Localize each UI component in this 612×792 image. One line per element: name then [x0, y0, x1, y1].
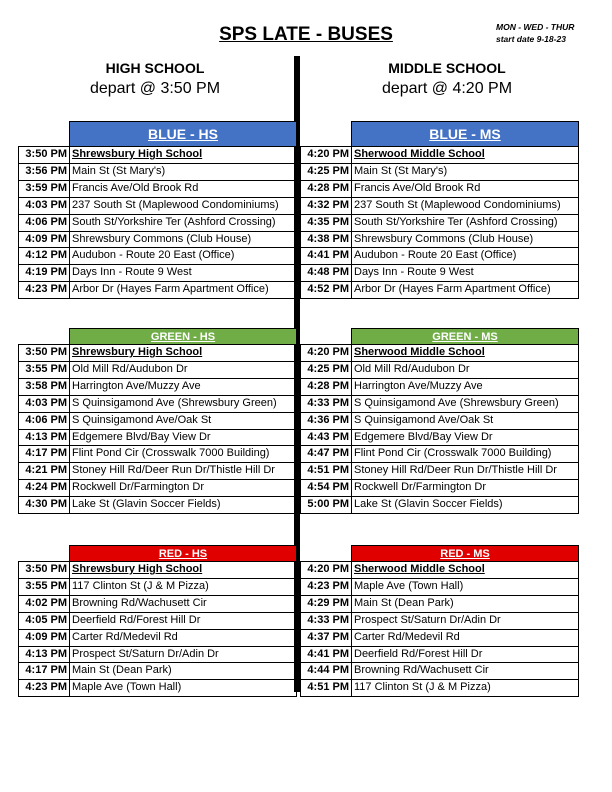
stop-time: 4:20 PM — [301, 147, 352, 164]
header-spacer — [301, 122, 352, 147]
table-row — [301, 480, 579, 497]
stop-time: 4:29 PM — [301, 595, 352, 612]
stop-name: Stoney Hill Rd/Deer Run Dr/Thistle Hill Dr — [352, 463, 579, 480]
stop-time: 4:19 PM — [19, 265, 70, 282]
table-row — [19, 680, 297, 697]
stop-name: S Quinsigamond Ave/Oak St — [352, 412, 579, 429]
route-header: BLUE - MS — [352, 122, 579, 147]
stop-name: Audubon - Route 20 East (Office) — [352, 248, 579, 265]
green-hs-table — [18, 328, 297, 514]
table-row — [19, 395, 297, 412]
schedule-days-note — [496, 21, 604, 45]
stop-time: 4:30 PM — [19, 497, 70, 514]
stop-name: Shrewsbury High School — [70, 147, 297, 164]
table-row — [301, 147, 579, 164]
route-header-row — [301, 122, 579, 147]
stop-time: 3:55 PM — [19, 361, 70, 378]
table-row — [301, 463, 579, 480]
high-school-header — [10, 60, 300, 98]
stop-name: Maple Ave (Town Hall) — [70, 680, 297, 697]
stop-time: 4:03 PM — [19, 197, 70, 214]
middle-school-label: MIDDLE SCHOOL — [388, 60, 506, 76]
table-row — [301, 562, 579, 579]
route-header: GREEN - MS — [352, 329, 579, 345]
stop-time: 4:38 PM — [301, 231, 352, 248]
stop-name: Deerfield Rd/Forest Hill Dr — [352, 646, 579, 663]
stop-time: 4:13 PM — [19, 646, 70, 663]
stop-time: 4:28 PM — [301, 378, 352, 395]
table-row — [19, 595, 297, 612]
stop-name: S Quinsigamond Ave (Shrewsbury Green) — [70, 395, 297, 412]
stop-time: 4:54 PM — [301, 480, 352, 497]
high-school-label: HIGH SCHOOL — [105, 60, 205, 76]
header-spacer — [19, 122, 70, 147]
stop-name: 237 South St (Maplewood Condominiums) — [352, 197, 579, 214]
stop-time: 4:12 PM — [19, 248, 70, 265]
table-row — [19, 446, 297, 463]
stop-name: S Quinsigamond Ave (Shrewsbury Green) — [352, 395, 579, 412]
stop-time: 4:52 PM — [301, 282, 352, 299]
stop-name: Sherwood Middle School — [352, 345, 579, 362]
stop-name: Days Inn - Route 9 West — [70, 265, 297, 282]
stop-time: 3:55 PM — [19, 578, 70, 595]
table-row — [19, 163, 297, 180]
stop-time: 4:03 PM — [19, 395, 70, 412]
stop-name: Sherwood Middle School — [352, 562, 579, 579]
stop-time: 4:09 PM — [19, 231, 70, 248]
table-row — [19, 612, 297, 629]
stop-time: 4:43 PM — [301, 429, 352, 446]
start-date-text: start date 9-18-23 — [496, 34, 566, 44]
stop-time: 3:50 PM — [19, 345, 70, 362]
stop-name: 237 South St (Maplewood Condominiums) — [70, 197, 297, 214]
stop-name: Browning Rd/Wachusett Cir — [352, 663, 579, 680]
table-row — [19, 147, 297, 164]
stop-time: 3:58 PM — [19, 378, 70, 395]
route-header-row — [301, 546, 579, 562]
table-row — [301, 680, 579, 697]
stop-time: 3:50 PM — [19, 147, 70, 164]
stop-name: Shrewsbury Commons (Club House) — [352, 231, 579, 248]
stop-name: Old Mill Rd/Audubon Dr — [352, 361, 579, 378]
route-header-row — [19, 329, 297, 345]
stop-name: Shrewsbury High School — [70, 562, 297, 579]
table-row — [19, 497, 297, 514]
stop-time: 4:28 PM — [301, 180, 352, 197]
stop-time: 4:33 PM — [301, 612, 352, 629]
stop-name: Carter Rd/Medevil Rd — [352, 629, 579, 646]
stop-time: 3:59 PM — [19, 180, 70, 197]
middle-school-depart: depart @ 4:20 PM — [381, 80, 513, 97]
stop-name: Arbor Dr (Hayes Farm Apartment Office) — [70, 282, 297, 299]
stop-name: Deerfield Rd/Forest Hill Dr — [70, 612, 297, 629]
table-row — [301, 497, 579, 514]
table-row — [19, 214, 297, 231]
stop-name: Harrington Ave/Muzzy Ave — [352, 378, 579, 395]
red-ms-table — [300, 545, 579, 697]
stop-name: South St/Yorkshire Ter (Ashford Crossing) — [352, 214, 579, 231]
page-title: SPS LATE - BUSES — [219, 24, 393, 45]
route-header: RED - HS — [70, 546, 297, 562]
table-row — [19, 180, 297, 197]
stop-name: Francis Ave/Old Brook Rd — [352, 180, 579, 197]
table-row — [301, 395, 579, 412]
table-row — [19, 463, 297, 480]
stop-name: Shrewsbury Commons (Club House) — [70, 231, 297, 248]
stop-time: 4:05 PM — [19, 612, 70, 629]
stop-name: Harrington Ave/Muzzy Ave — [70, 378, 297, 395]
table-row — [301, 629, 579, 646]
table-row — [301, 612, 579, 629]
stop-time: 4:41 PM — [301, 248, 352, 265]
table-row — [19, 412, 297, 429]
stop-time: 3:50 PM — [19, 562, 70, 579]
stop-name: Main St (Dean Park) — [70, 663, 297, 680]
stop-name: Shrewsbury High School — [70, 345, 297, 362]
table-row — [301, 282, 579, 299]
table-row — [19, 562, 297, 579]
stop-time: 5:00 PM — [301, 497, 352, 514]
table-row — [301, 197, 579, 214]
stop-time: 4:25 PM — [301, 361, 352, 378]
stop-time: 4:36 PM — [301, 412, 352, 429]
stop-name: Sherwood Middle School — [352, 147, 579, 164]
table-row — [19, 345, 297, 362]
stop-time: 4:47 PM — [301, 446, 352, 463]
route-header: GREEN - HS — [70, 329, 297, 345]
route-header: RED - MS — [352, 546, 579, 562]
stop-time: 4:51 PM — [301, 463, 352, 480]
stop-time: 4:06 PM — [19, 214, 70, 231]
table-row — [301, 231, 579, 248]
stop-time: 4:37 PM — [301, 629, 352, 646]
stop-name: Flint Pond Cir (Crosswalk 7000 Building) — [70, 446, 297, 463]
stop-time: 4:35 PM — [301, 214, 352, 231]
stop-time: 4:41 PM — [301, 646, 352, 663]
stop-time: 4:32 PM — [301, 197, 352, 214]
table-row — [19, 429, 297, 446]
stop-time: 4:20 PM — [301, 562, 352, 579]
table-row — [301, 180, 579, 197]
stop-name: 117 Clinton St (J & M Pizza) — [70, 578, 297, 595]
table-row — [301, 429, 579, 446]
stop-name: Francis Ave/Old Brook Rd — [70, 180, 297, 197]
stop-time: 4:25 PM — [301, 163, 352, 180]
stop-name: Stoney Hill Rd/Deer Run Dr/Thistle Hill Dr — [70, 463, 297, 480]
stop-name: Main St (Dean Park) — [352, 595, 579, 612]
table-row — [19, 378, 297, 395]
table-row — [301, 345, 579, 362]
stop-name: Lake St (Glavin Soccer Fields) — [352, 497, 579, 514]
table-row — [19, 663, 297, 680]
stop-name: Edgemere Blvd/Bay View Dr — [70, 429, 297, 446]
stop-time: 4:21 PM — [19, 463, 70, 480]
table-row — [301, 663, 579, 680]
table-row — [19, 629, 297, 646]
stop-time: 3:56 PM — [19, 163, 70, 180]
stop-time: 4:20 PM — [301, 345, 352, 362]
middle-school-header — [302, 60, 592, 98]
stop-name: S Quinsigamond Ave/Oak St — [70, 412, 297, 429]
table-row — [19, 197, 297, 214]
stop-time: 4:24 PM — [19, 480, 70, 497]
table-row — [301, 578, 579, 595]
stop-name: Days Inn - Route 9 West — [352, 265, 579, 282]
stop-name: Edgemere Blvd/Bay View Dr — [352, 429, 579, 446]
table-row — [301, 446, 579, 463]
stop-time: 4:23 PM — [19, 282, 70, 299]
stop-time: 4:44 PM — [301, 663, 352, 680]
stop-time: 4:13 PM — [19, 429, 70, 446]
stop-name: Old Mill Rd/Audubon Dr — [70, 361, 297, 378]
stop-name: Main St (St Mary's) — [70, 163, 297, 180]
table-row — [301, 412, 579, 429]
high-school-depart: depart @ 3:50 PM — [89, 80, 221, 97]
stop-time: 4:09 PM — [19, 629, 70, 646]
table-row — [301, 248, 579, 265]
table-row — [19, 248, 297, 265]
stop-time: 4:06 PM — [19, 412, 70, 429]
stop-time: 4:17 PM — [19, 446, 70, 463]
stop-name: Maple Ave (Town Hall) — [352, 578, 579, 595]
header-spacer — [19, 329, 70, 345]
table-row — [19, 578, 297, 595]
table-row — [19, 231, 297, 248]
table-row — [301, 378, 579, 395]
table-row — [301, 163, 579, 180]
stop-time: 4:51 PM — [301, 680, 352, 697]
route-header-row — [301, 329, 579, 345]
route-header-row — [19, 546, 297, 562]
header-spacer — [301, 329, 352, 345]
stop-time: 4:48 PM — [301, 265, 352, 282]
stop-name: Audubon - Route 20 East (Office) — [70, 248, 297, 265]
stop-name: Prospect St/Saturn Dr/Adin Dr — [70, 646, 297, 663]
table-row — [301, 361, 579, 378]
header-spacer — [19, 546, 70, 562]
stop-name: Rockwell Dr/Farmington Dr — [352, 480, 579, 497]
green-ms-table — [300, 328, 579, 514]
route-header: BLUE - HS — [70, 122, 297, 147]
stop-name: Rockwell Dr/Farmington Dr — [70, 480, 297, 497]
table-row — [301, 265, 579, 282]
stop-name: Prospect St/Saturn Dr/Adin Dr — [352, 612, 579, 629]
route-header-row — [19, 122, 297, 147]
table-row — [301, 595, 579, 612]
stop-name: Flint Pond Cir (Crosswalk 7000 Building) — [352, 446, 579, 463]
stop-name: Main St (St Mary's) — [352, 163, 579, 180]
table-row — [19, 282, 297, 299]
stop-time: 4:33 PM — [301, 395, 352, 412]
table-row — [301, 214, 579, 231]
table-row — [19, 646, 297, 663]
stop-name: Arbor Dr (Hayes Farm Apartment Office) — [352, 282, 579, 299]
stop-name: South St/Yorkshire Ter (Ashford Crossing) — [70, 214, 297, 231]
table-row — [19, 480, 297, 497]
table-row — [19, 265, 297, 282]
stop-time: 4:23 PM — [19, 680, 70, 697]
stop-time: 4:17 PM — [19, 663, 70, 680]
stop-name: Browning Rd/Wachusett Cir — [70, 595, 297, 612]
stop-time: 4:23 PM — [301, 578, 352, 595]
stop-time: 4:02 PM — [19, 595, 70, 612]
stop-name: 117 Clinton St (J & M Pizza) — [352, 680, 579, 697]
header-spacer — [301, 546, 352, 562]
stop-name: Carter Rd/Medevil Rd — [70, 629, 297, 646]
red-hs-table — [18, 545, 297, 697]
days-text: MON - WED - THUR — [496, 22, 575, 32]
table-row — [301, 646, 579, 663]
table-row — [19, 361, 297, 378]
stop-name: Lake St (Glavin Soccer Fields) — [70, 497, 297, 514]
blue-ms-table — [300, 121, 579, 299]
blue-hs-table — [18, 121, 297, 299]
